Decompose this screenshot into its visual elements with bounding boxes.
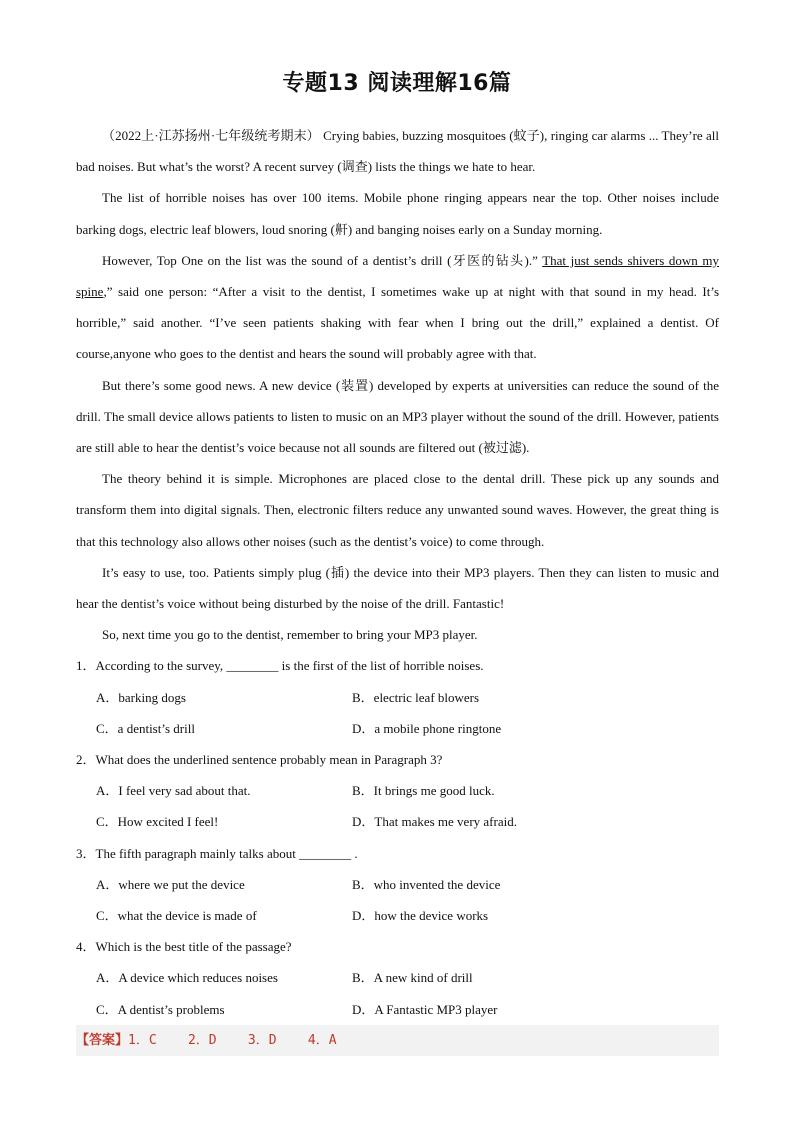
option-row <box>76 682 719 713</box>
paragraph-5: The theory behind it is simple. Microphones are placed close to the dental drill. These pick up any sounds and transform them into digital signals. Then, electronic filters reduce any unwanted sound waves. However, the great thing is that this technology also allows other noises (such as the dentist’s voice) to come through. <box>76 471 719 549</box>
option-row <box>76 713 719 744</box>
option-row <box>76 775 719 806</box>
paragraph-1 <box>76 120 719 182</box>
option-b: B．who invented the device <box>352 876 501 892</box>
answer-values: 1．C 2．D 3．D 4．A <box>128 1033 337 1048</box>
question-stem: 2．What does the underlined sentence probably mean in Paragraph 3? <box>76 752 443 768</box>
option-c: C．what the device is made of <box>96 908 257 924</box>
question-2 <box>76 744 719 838</box>
option-row <box>76 900 719 931</box>
option-a: A．barking dogs <box>96 689 186 705</box>
option-row <box>76 869 719 900</box>
paragraph-3 <box>76 245 719 370</box>
option-d: D．how the device works <box>352 908 489 924</box>
option-row <box>76 962 719 993</box>
paragraph-6: It’s easy to use, too. Patients simply plug (插) the device into their MP3 players. Then they can listen to music and hear the dentist’s voice without being disturbed by the noise of the drill. Fantastic! <box>76 564 719 612</box>
paragraph-4: But there’s some good news. A new device (装置) developed by experts at universities can reduce the sound of the drill. The small device allows patients to listen to music on an MP3 player without the sound of the drill. However, patients are still able to hear the dentist’s voice because not all sounds are filtered out (被过滤). <box>76 377 719 456</box>
question-1 <box>76 650 719 744</box>
underlined-sentence: That just sends shivers down my spine <box>76 252 719 300</box>
paragraph-7: So, next time you go to the dentist, remember to bring your MP3 player. <box>102 627 478 643</box>
answer-bar <box>76 1025 719 1056</box>
option-b: B．electric leaf blowers <box>352 689 480 705</box>
question-stem: 3．The fifth paragraph mainly talks about ________ . <box>76 845 358 861</box>
paragraph-2: The list of horrible noises has over 100 items. Mobile phone ringing appears near the top. Other noises include barking dogs, electric leaf blowers, loud snoring (鼾) and banging noises early on a Sunday morning. <box>76 190 719 237</box>
option-c: C．A dentist’s problems <box>96 1001 225 1017</box>
page-title: 专题13 阅读理解16篇 <box>282 71 512 96</box>
paragraph-3-end: ,” said one person: “After a visit to the dentist, I sometimes wake up at night with that sound in my head. It’s horrible,” said another. “I’ve seen patients shaking with fear when I bring out the drill,” explained a dentist. Of course,anyone who goes to the dentist and hears the sound will probably agree with that. <box>76 284 719 362</box>
option-row <box>76 994 719 1025</box>
source-note: （2022上·江苏扬州·七年级统考期末） <box>102 128 320 143</box>
option-a: A．A device which reduces noises <box>96 970 278 986</box>
paragraph-3-start: However, Top One on the list was the sound of a dentist’s drill (牙医的钻头).” <box>102 252 543 268</box>
passage-content <box>76 120 719 1025</box>
option-b: B．A new kind of drill <box>352 970 473 986</box>
question-stem: 4．Which is the best title of the passage? <box>76 939 292 955</box>
option-d: D．A Fantastic MP3 player <box>352 1001 498 1017</box>
option-row <box>76 806 719 837</box>
answer-label: 【答案】 <box>76 1033 129 1048</box>
option-c: C．How excited I feel! <box>96 814 219 830</box>
question-3 <box>76 838 719 932</box>
question-stem: 1．According to the survey, ________ is the first of the list of horrible noises. <box>76 658 484 674</box>
question-4 <box>76 931 719 1025</box>
option-a: A．I feel very sad about that. <box>96 783 251 799</box>
option-d: D．a mobile phone ringtone <box>352 720 502 736</box>
option-a: A．where we put the device <box>96 876 245 892</box>
option-c: C．a dentist’s drill <box>96 720 195 736</box>
option-d: D．That makes me very afraid. <box>352 814 517 830</box>
option-b: B．It brings me good luck. <box>352 783 495 799</box>
paragraph-1-text: Crying babies, buzzing mosquitoes (蚊子), ringing car alarms ... They’re all bad noises. But what’s the worst? A recent survey (调查) lists the things we hate to hear. <box>76 128 719 175</box>
